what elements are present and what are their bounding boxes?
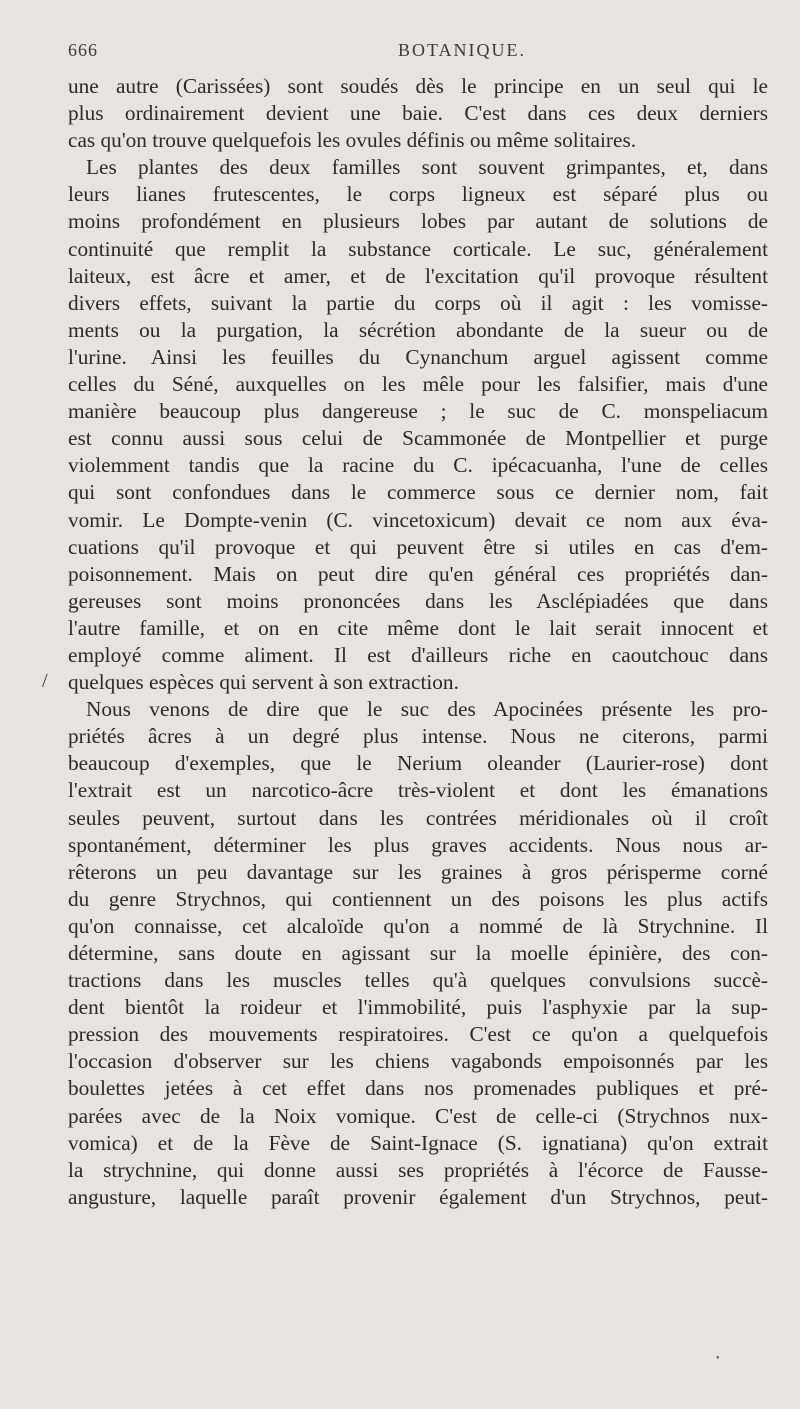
text-line: l'urine. Ainsi les feuilles du Cynanchum arguel agissent comme (68, 344, 768, 369)
text-line: la strychnine, qui donne aussi ses propriétés à l'écorce de Fausse- (68, 1157, 768, 1182)
text-line: leurs lianes frutescentes, le corps ligneux est séparé plus ou (68, 182, 768, 207)
margin-mark: / (42, 670, 48, 692)
text-line: laiteux, est âcre et amer, et de l'excitation qu'il provoque résultent (68, 263, 768, 288)
text-line: l'occasion d'observer sur les chiens vagabonds empoisonnés par les (68, 1049, 768, 1074)
text-line: quelques espèces qui servent à son extraction. (68, 670, 459, 695)
text-line: violemment tandis que la racine du C. ipécacuanha, l'une de celles (68, 453, 768, 478)
text-line: divers effets, suivant la partie du corps où il agit : les vomisse- (68, 290, 768, 315)
text-line: boulettes jetées à cet effet dans nos promenades publiques et pré- (68, 1076, 768, 1101)
text-line: cuations qu'il provoque et qui peuvent être si utiles en cas d'em- (68, 534, 768, 559)
text-line: l'autre famille, et on en cite même dont le lait serait innocent et (68, 615, 768, 640)
text-line: ments ou la purgation, la sécrétion abondante de la sueur ou de (68, 317, 768, 342)
body-text (68, 73, 768, 1211)
ink-speck: • (716, 1353, 720, 1364)
text-line: Nous venons de dire que le suc des Apocinées présente les pro- (86, 697, 768, 722)
text-line: continuité que remplit la substance corticale. Le suc, généralement (68, 236, 768, 261)
text-line: vomica) et de la Fève de Saint-Ignace (S. ignatiana) qu'on extrait (68, 1130, 768, 1155)
text-line: gereuses sont moins prononcées dans les Asclépiadées que dans (68, 588, 768, 613)
text-line: est connu aussi sous celui de Scammonée de Montpellier et purge (68, 426, 768, 451)
text-line: détermine, sans doute en agissant sur la moelle épinière, des con- (68, 941, 768, 965)
text-line: qu'on connaisse, cet alcaloïde qu'on a nommé de là Strychnine. Il (68, 913, 768, 938)
text-line: qui sont confondues dans le commerce sous ce dernier nom, fait (68, 480, 768, 505)
text-line: Les plantes des deux familles sont souvent grimpantes, et, dans (86, 155, 768, 180)
text-line: cas qu'on trouve quelquefois les ovules définis ou même solitaires. (68, 128, 637, 153)
text-line: vomir. Le Dompte-venin (C. vincetoxicum) devait ce nom aux éva- (68, 507, 768, 532)
text-line: une autre (Carissées) sont soudés dès le principe en un seul qui le (68, 74, 768, 98)
text-line: rêterons un peu davantage sur les graines à gros périsperme corné (68, 859, 768, 884)
text-line: parées avec de la Noix vomique. C'est de celle-ci (Strychnos nux- (68, 1103, 768, 1128)
text-line: seules peuvent, surtout dans les contrées méridionales où il croît (68, 805, 768, 830)
text-line: dent bientôt la roideur et l'immobilité, puis l'asphyxie par la sup- (68, 995, 768, 1020)
running-head: BOTANIQUE. (398, 40, 527, 60)
text-line: tractions dans les muscles telles qu'à quelques convulsions succè- (68, 968, 768, 993)
text-line: priétés âcres à un degré plus intense. Nous ne citerons, parmi (68, 724, 768, 749)
page-header (68, 40, 768, 66)
text-line: manière beaucoup plus dangereuse ; le suc de C. monspeliacum (68, 399, 768, 424)
text-line: celles du Séné, auxquelles on les mêle pour les falsifier, mais d'une (68, 372, 768, 397)
text-line: beaucoup d'exemples, que le Nerium oleander (Laurier-rose) dont (68, 751, 768, 776)
page-number: 666 (68, 40, 98, 60)
text-line: l'extrait est un narcotico-âcre très-violent et dont les émanations (68, 778, 768, 803)
text-line: du genre Strychnos, qui contiennent un des poisons les plus actifs (68, 886, 768, 911)
text-line: angusture, laquelle paraît provenir également d'un Strychnos, peut- (68, 1184, 768, 1209)
text-line: pression des mouvements respiratoires. C'est ce qu'on a quelquefois (68, 1022, 768, 1047)
text-line: employé comme aliment. Il est d'ailleurs riche en caoutchouc dans (68, 642, 768, 667)
text-line: spontanément, déterminer les plus graves accidents. Nous nous ar- (68, 832, 768, 857)
text-line: plus ordinairement devient une baie. C'est dans ces deux derniers (68, 101, 768, 126)
text-line: poisonnement. Mais on peut dire qu'en général ces propriétés dan- (68, 561, 768, 586)
text-line: moins profondément en plusieurs lobes par autant de solutions de (68, 209, 768, 234)
